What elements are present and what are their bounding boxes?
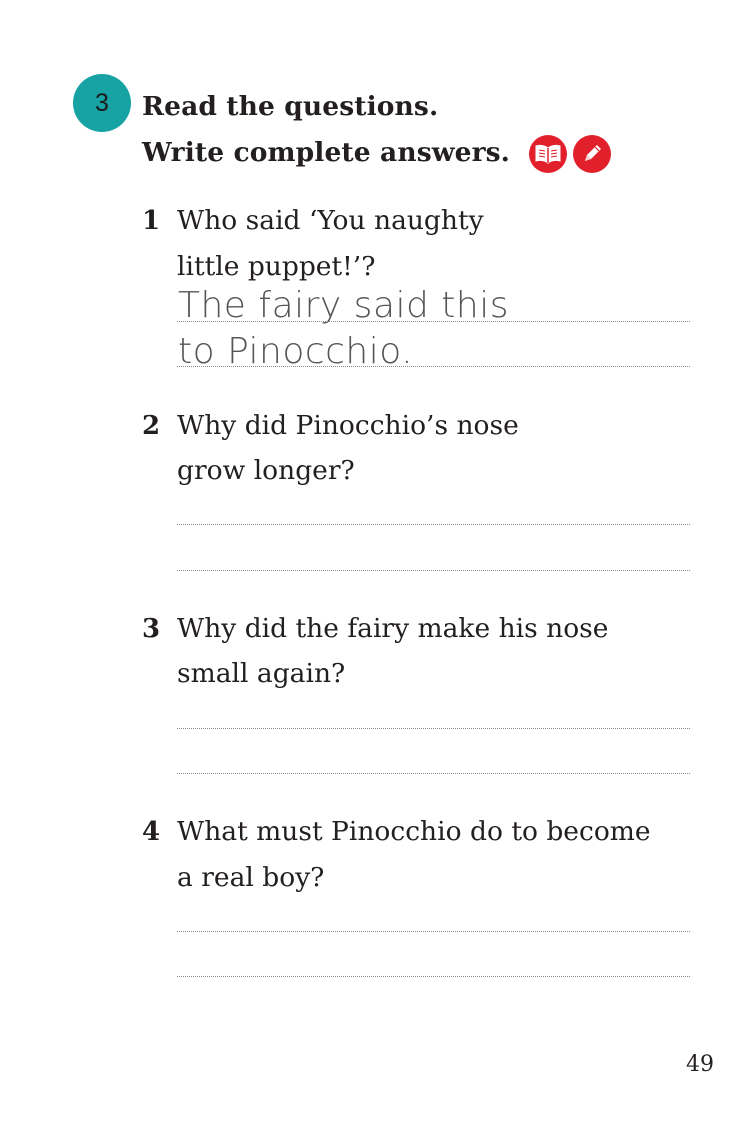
exercise-number-badge [73,74,131,132]
question-4-number: 4 [142,817,161,847]
question-1-answer-line-1[interactable]: The fairy said this [178,285,509,326]
question-2-line-2: grow longer? [177,455,355,486]
instruction-line-1: Read the questions. [142,91,439,122]
question-4-line-2: a real boy? [177,862,325,893]
question-2-answer-rule-1[interactable] [177,524,690,525]
question-2-number: 2 [142,411,161,441]
question-4-answer-rule-2[interactable] [177,976,690,977]
pencil-icon [573,135,611,173]
question-3-answer-rule-1[interactable] [177,728,690,729]
question-2-line-1: Why did Pinocchio’s nose [177,410,519,441]
page-number: 49 [686,1052,714,1077]
question-1-line-1: Who said ‘You naughty [177,205,484,236]
skill-icons [529,135,611,173]
question-1-number: 1 [142,206,161,236]
exercise-number: 3 [95,88,109,117]
question-4-answer-rule-1[interactable] [177,931,690,932]
question-3-answer-rule-2[interactable] [177,773,690,774]
question-1-answer-rule-1 [177,321,690,322]
question-4-line-1: What must Pinocchio do to become [177,816,651,847]
question-3-line-2: small again? [177,658,346,689]
instruction-line-2: Write complete answers. [142,137,510,168]
question-3-line-1: Why did the fairy make his nose [177,613,609,644]
book-icon [529,135,567,173]
question-1-answer-rule-2 [177,366,690,367]
question-1-line-2: little puppet!’? [177,251,376,282]
question-2-answer-rule-2[interactable] [177,570,690,571]
question-3-number: 3 [142,614,161,644]
question-1-answer-line-2[interactable]: to Pinocchio. [178,331,414,372]
